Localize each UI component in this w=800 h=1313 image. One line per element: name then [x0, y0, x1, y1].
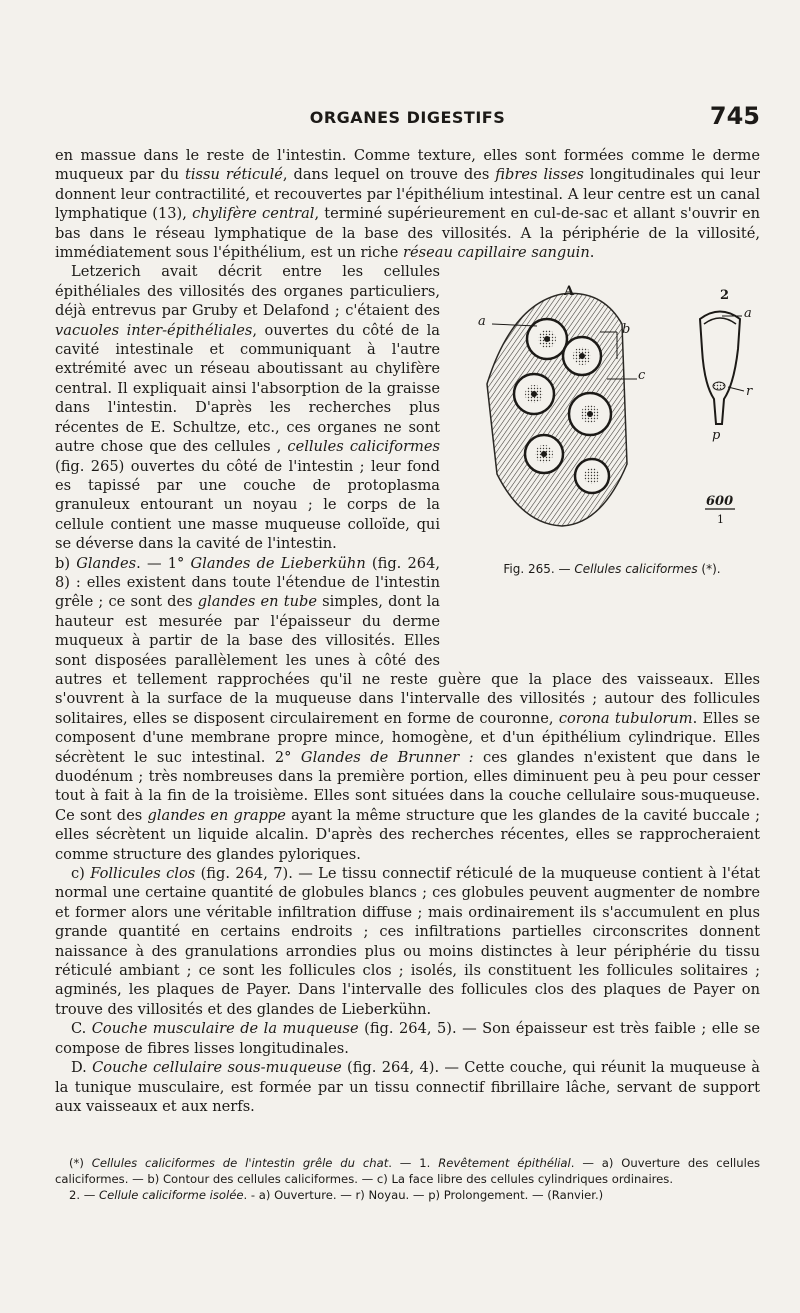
paragraph-couche-musculaire: C. Couche musculaire de la muqueuse (fig. 264, 5). — Son épaisseur est très faible ; elle se compose de fibres lisses longitudinales. — [55, 1020, 760, 1057]
footnote-2: 2. — Cellule caliciforme isolée. - a) Ouverture. — r) Noyau. — p) Prolongement. — (Ranvier.) — [69, 1188, 604, 1202]
figure-label-a-left: a — [478, 314, 486, 330]
figure-caption: Fig. 265. — Cellules caliciformes (*). — [503, 562, 721, 577]
figure-scale-top: 600 — [706, 494, 734, 510]
paragraph-villosities: en massue dans le reste de l'intestin. Comme texture, elles sont formées comme le derme muqueux par du tissu réticulé, dans lequel on trouve des fibres lisses longitudinales qui leur donnent leur contractilité, et recouvertes par l'épithélium intestinal. A leur centre est un canal lymphatique (13), chylifère central, terminé supérieurement en cul-de-sac et allant s'ouvrir en bas dans le réseau lymphatique de la base des villosités. A la périphérie de la villosité, immédiatement sous l'épithélium, est un riche réseau capillaire sanguin. — [55, 147, 761, 262]
page-number: 745 — [709, 102, 760, 130]
paragraph-glandes: b) Glandes. — 1° Glandes de Lieberkühn (fig. 264, 8) : elles existent dans toute l'étendue de l'intestin grêle ; ce sont des glandes en tube simples, dont la hauteur est mesurée par l'épaisseur du derme muqueux à partir de la base des villosités. Elles sont disposées parallèlement les unes à côté des autres et tellement rapprochées qu'il ne reste guère que la place des vaisseaux. Elles s'ouvrent à la surface de la muqueuse dans l'intervalle des villosités ; autour des follicules solitaires, elles se disposent circulairement en forme de couronne, corona tubulorum. Elles se composent d'une membrane propre mince, homogène, et d'un épithélium cylindrique. Elles sécrètent le suc intestinal. 2° Glandes de Brunner : ces glandes n'existent que dans le duodénum ; très nombreuses dans la première portion, elles diminuent peu à peu pour cesser tout à fait à la fin de la troisième. Elles sont situées dans la couche cellulaire sous-muqueuse. Ce sont des glandes en grappe ayant la même structure que les glandes de la cavité buccale ; elles sécrètent un liquide alcalin. D'après des recherches récentes, elles se rapprocheraient comme structure des glandes pyloriques. — [55, 554, 760, 863]
figure-scale-bottom: 1 — [717, 513, 724, 527]
figure-265 — [452, 264, 760, 659]
figure-label-b: b — [622, 322, 631, 338]
paragraph-letzerich: Letzerich avait décrit entre les cellules épithéliales des villosités des organes particuliers, déjà entrevus par Gruby et Delafond ; c'étaient des vacuoles inter-épithéliales, ouvertes du côté de la cavité intestinale et communiquant à l'autre extrémité avec un réseau aboutissant au chylifère central. Il expliquait ainsi l'absorption de la graisse dans l'intestin. D'après les recherches plus récentes de E. Schultze, etc., ces organes ne sont autre chose que des cellules , cellules caliciformes (fig. 265) ouvertes du côté de l'intestin ; leur fond es tapissé par une couche de protoplasma granuleux entourant un noyau ; le corps de la cellule contient une masse muqueuse colloïde, qui se déverse dans la cavité de l'intestin. — [55, 263, 441, 553]
figure-label-A: A — [564, 284, 575, 300]
figure-label-r: r — [746, 384, 753, 400]
figure-label-c: c — [638, 368, 646, 384]
paragraph-follicules: c) Follicules clos (fig. 264, 7). — Le tissu connectif réticulé de la muqueuse contient à l'état normal une certaine quantité de globules blancs ; ces globules peuvent augmenter de nombre et former alors une véritable infiltration diffuse ; mais ordinairement ils s'accumulent en plus grande quantité en certains endroits ; ces infiltrations partielles circonscrites donnent naissance à des granulations arrondies plus ou moins distinctes à leur périphérie du tissu réticulé ambiant ; ce sont les follicules clos ; isolés, ils constituent les follicules solitaires ; agminés, les plaques de Payer. Dans l'intervalle des follicules clos des plaques de Payer on trouve des villosités et des glandes de Lieberkühn. — [55, 865, 760, 1018]
paragraph-couche-sous-muqueuse: D. Couche cellulaire sous-muqueuse (fig. 264, 4). — Cette couche, qui réunit la muqueuse à la tunique musculaire, est formée par un tissu connectif fibrillaire lâche, servant de support aux vaisseaux et aux nerfs. — [55, 1059, 760, 1115]
figure-label-a-right: a — [744, 306, 752, 322]
body-text — [55, 146, 760, 1116]
page-header — [55, 104, 760, 134]
figure-label-2: 2 — [720, 288, 730, 304]
figure-label-p: p — [712, 428, 721, 444]
footnotes — [55, 1155, 760, 1203]
footnote-1: (*) Cellules caliciformes de l'intestin grêle du chat. — 1. Revêtement épithélial. — a) Ouverture des cellules caliciformes. — b) Contour des cellules caliciformes. — c) La face libre des cellules cylindriques ordinaires. — [55, 1156, 760, 1186]
running-title: ORGANES DIGESTIFS — [309, 108, 506, 127]
